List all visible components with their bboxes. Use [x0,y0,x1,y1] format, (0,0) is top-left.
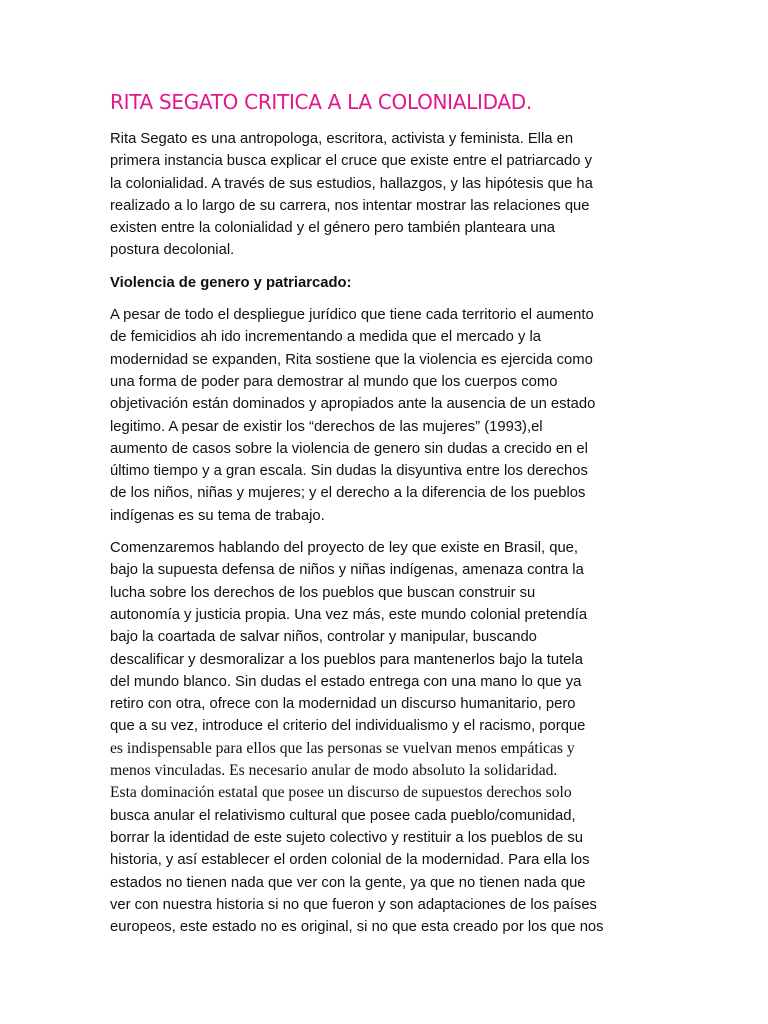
document-title: RITA SEGATO CRITICA A LA COLONIALIDAD. [110,90,532,114]
text-line: primera instancia busca explicar el cruce que existe entre el patriarcado y [110,153,592,170]
text-line: indígenas es su tema de trabajo. [110,507,325,524]
text-line: la colonialidad. A través de sus estudios, hallazgos, y las hipótesis que ha [110,175,593,192]
text-line: autonomía y justicia propia. Una vez más, este mundo colonial pretendía [110,606,588,623]
text-line: estados no tienen nada que ver con la gente, ya que no tienen nada que [110,874,586,891]
text-line: ver con nuestra historia si no que fueron y son adaptaciones de los países [110,896,597,913]
text-line: aumento de casos sobre la violencia de genero sin dudas a crecido en el [110,440,588,457]
text-line: busca anular el relativismo cultural que posee cada pueblo/comunidad, [110,807,576,824]
text-line: es indispensable para ellos que las personas se vuelvan menos empáticas y [110,739,575,757]
text-line: descalificar y desmoralizar a los pueblos para mantenerlos bajo la tutela [110,651,583,668]
section-subheading: Violencia de genero y patriarcado: [110,274,352,291]
text-line: Esta dominación estatal que posee un discurso de supuestos derechos solo [110,784,572,802]
text-line: legitimo. A pesar de existir los “derechos de las mujeres” (1993),el [110,418,543,435]
text-line: de femicidios ah ido incrementando a medida que el mercado y la [110,329,542,346]
text-line: Comenzaremos hablando del proyecto de ley que existe en Brasil, que, [110,540,579,557]
text-line: historia, y así establecer el orden colonial de la modernidad. Para ella los [110,852,590,869]
text-line: retiro con otra, ofrece con la modernidad un discurso humanitario, pero [110,696,576,713]
text-line: borrar la identidad de este sujeto colectivo y restituir a los pueblos de su [110,829,583,846]
text-line: postura decolonial. [110,242,235,259]
brazil-paragraph [110,537,665,938]
text-line: europeos, este estado no es original, si no que esta creado por los que nos [110,919,604,936]
text-line: último tiempo y a gran escala. Sin dudas la disyuntiva entre los derechos [110,463,588,480]
text-line: existen entre la colonialidad y el género pero también planteara una [110,220,556,237]
text-line: de los niños, niñas y mujeres; y el derecho a la diferencia de los pueblos [110,485,586,502]
text-line: bajo la supuesta defensa de niños y niñas indígenas, amenaza contra la [110,562,584,579]
text-line: modernidad se expanden, Rita sostiene que la violencia es ejercida como [110,351,593,368]
text-line: realizado a lo largo de su carrera, nos intentar mostrar las relaciones que [110,197,590,214]
text-line: del mundo blanco. Sin dudas el estado entrega con una mano lo que ya [110,673,582,690]
text-line: objetivación están dominados y apropiados ante la ausencia de un estado [110,396,596,413]
violence-paragraph [110,304,665,527]
text-line: A pesar de todo el despliegue jurídico que tiene cada territorio el aumento [110,307,594,324]
text-line: Rita Segato es una antropologa, escritora, activista y feminista. Ella en [110,131,574,147]
intro-paragraph [110,128,665,262]
text-line: menos vinculadas. Es necesario anular de modo absoluto la solidaridad. [110,762,558,780]
document-body [110,128,665,948]
text-line: lucha sobre los derechos de los pueblos que buscan construir su [110,584,536,601]
text-line: una forma de poder para demostrar al mundo que los cuerpos como [110,373,558,390]
text-line: bajo la coartada de salvar niños, controlar y manipular, buscando [110,629,537,646]
text-line: que a su vez, introduce el criterio del individualismo y el racismo, porque [110,718,586,735]
